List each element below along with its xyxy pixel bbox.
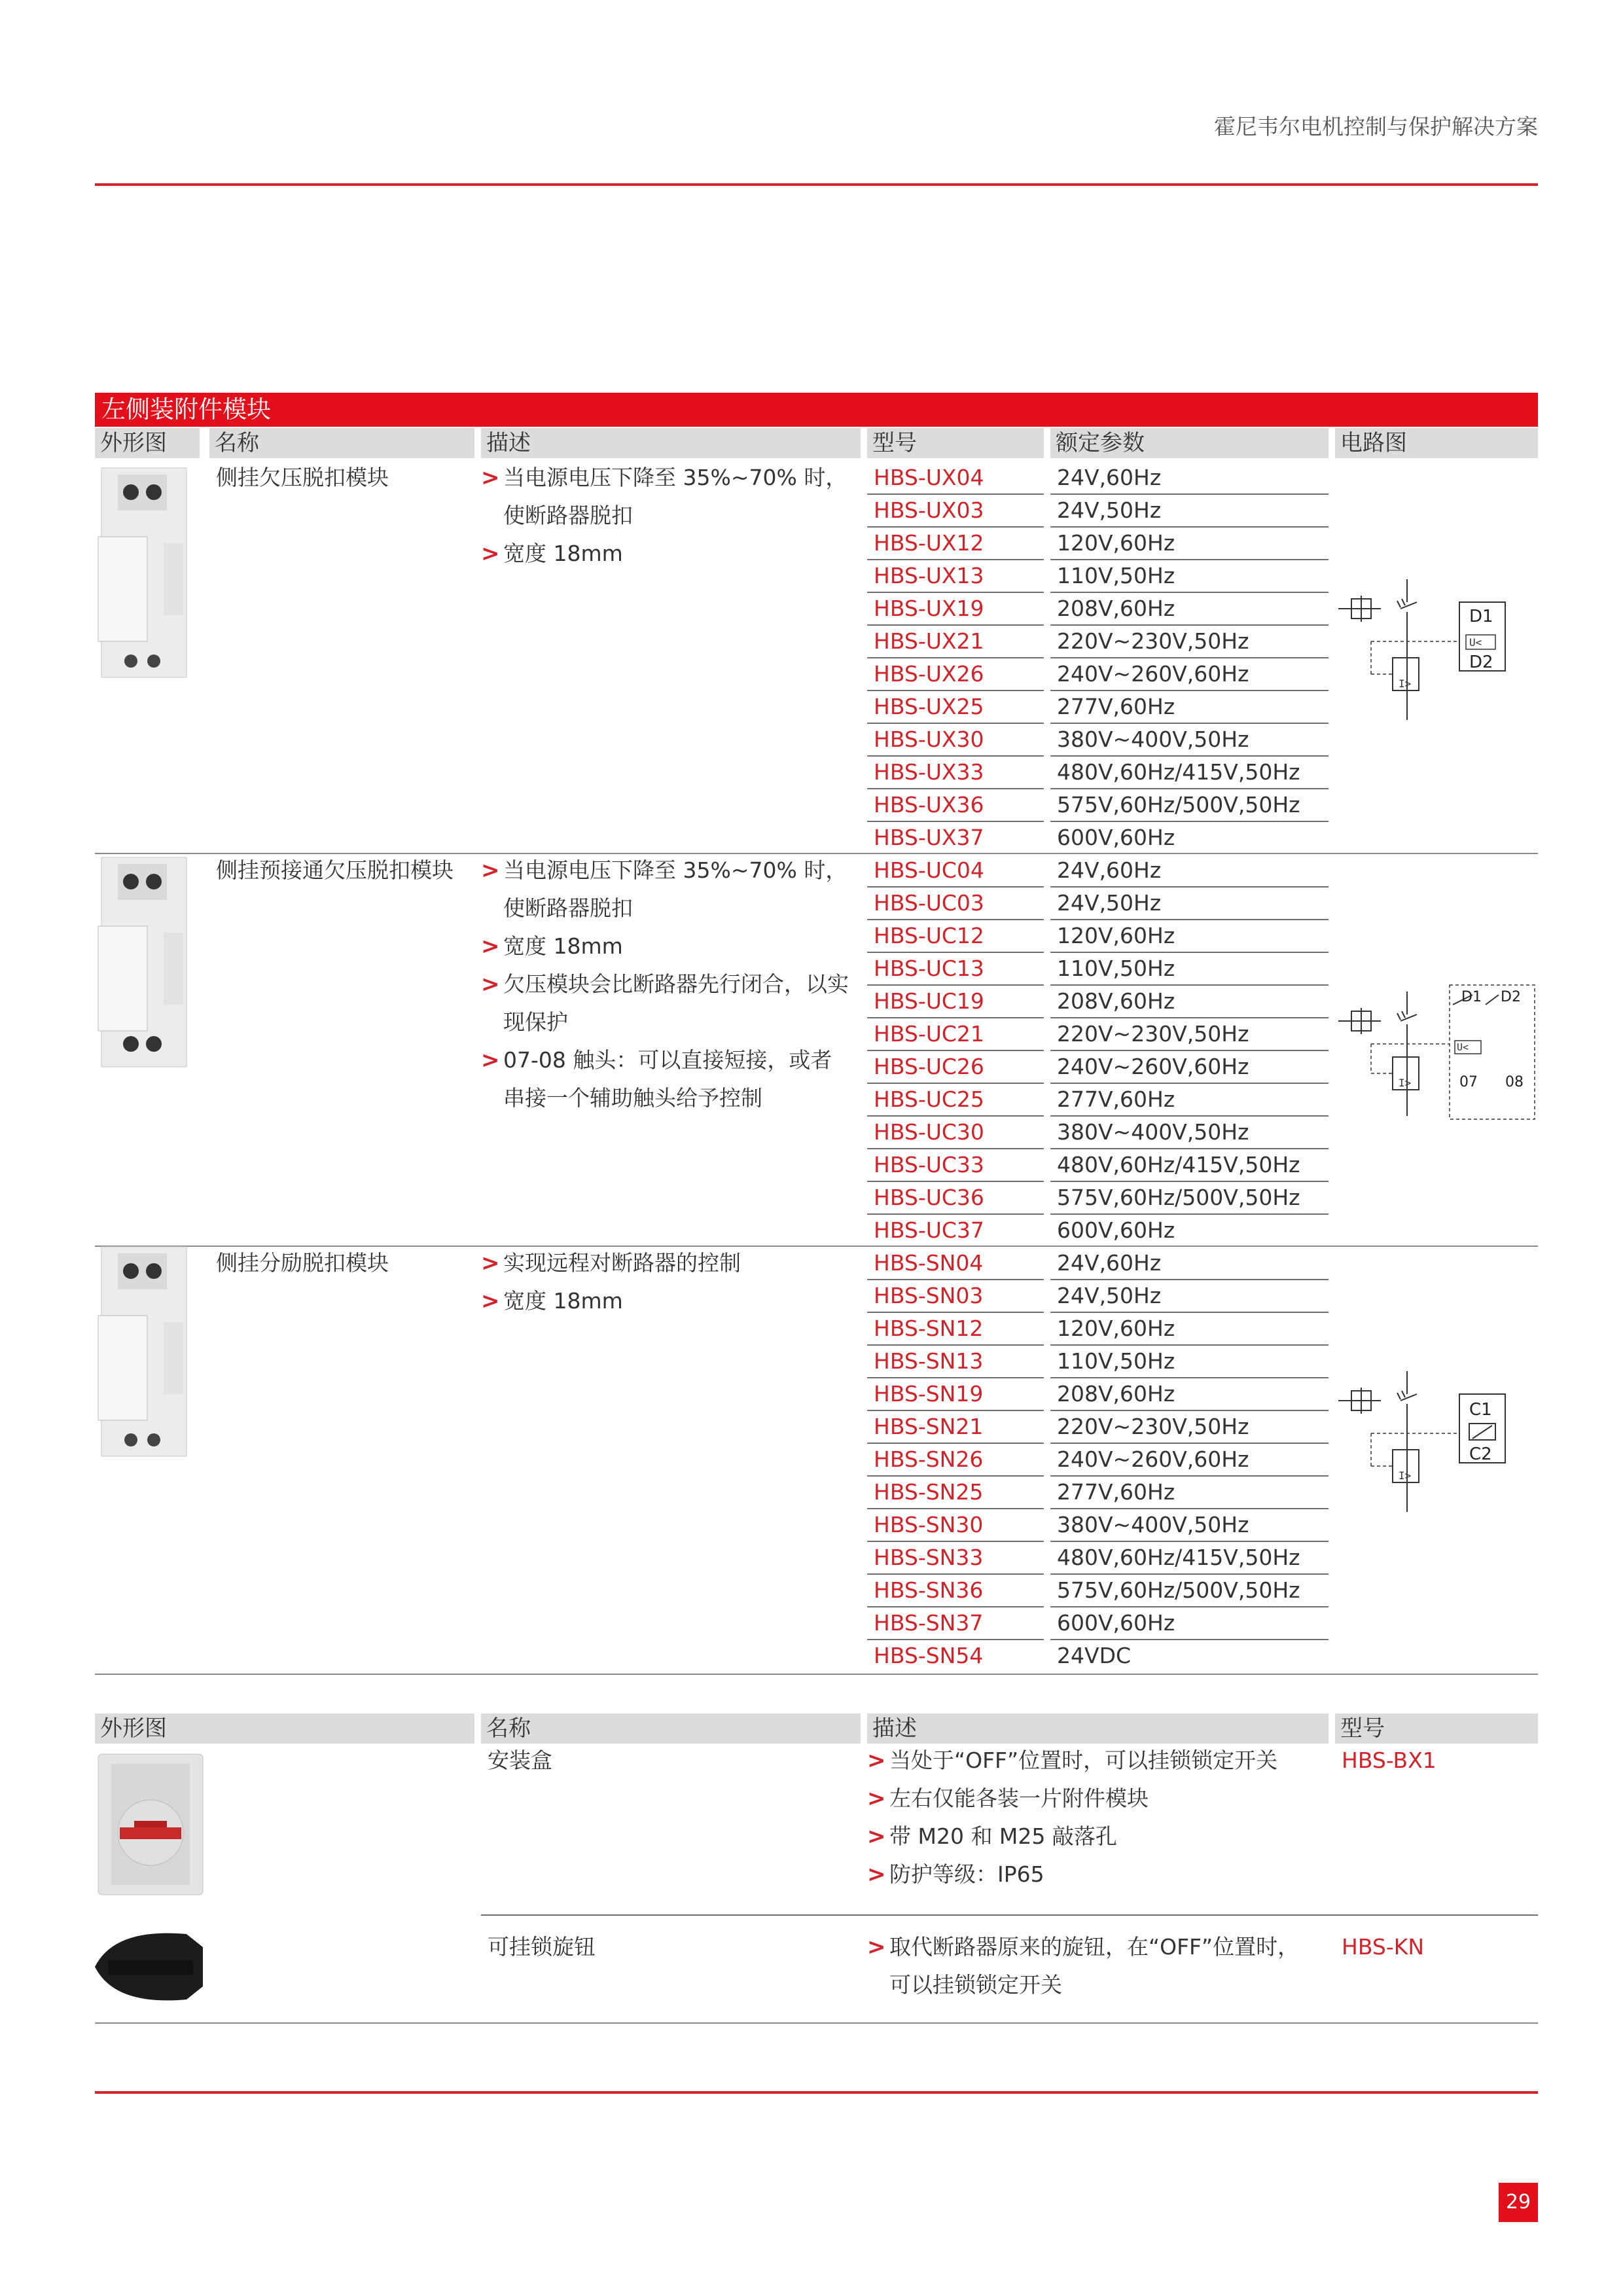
rating-value: 480V,60Hz/415V,50Hz [1057,1545,1300,1570]
t2-bottom-rule [95,2022,1538,2024]
col-header-model: 型号 [867,428,1044,458]
rating-value: 575V,60Hz/500V,50Hz [1057,792,1300,817]
col-header-image: 外形图 [95,428,200,458]
description-text: 防护等级：IP65 [889,1861,1044,1887]
rating-value: 24V,60Hz [1057,1250,1162,1276]
model-code: HBS-UC21 [874,1021,984,1047]
model-code: HBS-UX26 [874,661,984,687]
description-text: 当电源电压下降至 35%~70% 时， [503,465,847,490]
model-code: HBS-UX36 [874,792,984,817]
rating-value: 120V,60Hz [1057,923,1175,948]
rating-value: 110V,50Hz [1057,563,1175,588]
description-text: 带 M20 和 M25 敲落孔 [889,1823,1117,1849]
model-code: HBS-UC12 [874,923,984,948]
model-code: HBS-SN25 [874,1479,984,1505]
rating-value: 120V,60Hz [1057,1316,1175,1341]
model-code: HBS-SN19 [874,1381,984,1407]
rating-value: 240V~260V,60Hz [1057,661,1249,687]
rating-value: 277V,60Hz [1057,694,1175,719]
product-description [481,459,861,573]
diagram-terminal-bottom: D2 [1469,653,1493,672]
mounting-box-image [95,1748,206,1901]
rating-value: 24V,50Hz [1057,890,1162,916]
t2-header-model: 型号 [1335,1713,1538,1744]
rating-value: 220V~230V,50Hz [1057,1021,1249,1047]
circuit-diagram-sn [1335,1368,1538,1518]
circuit-diagram-uc [1335,975,1538,1126]
model-code: HBS-UC13 [874,956,984,981]
rating-value: 600V,60Hz [1057,1217,1175,1243]
diagram-trip-label: I> [1399,677,1412,690]
chevron-right-icon: > [481,1250,500,1276]
footer-rule [95,2091,1538,2094]
description-item [481,927,861,965]
undervoltage-module-image [95,465,200,681]
product-description [481,1244,861,1320]
t2-row2-model: HBS-KN [1342,1934,1425,1960]
diagram-terminal-d1: D1 [1461,989,1482,1005]
description-text: 使断路器脱扣 [503,503,633,528]
t2-row2-desc [867,1928,1329,2004]
model-code: HBS-UX30 [874,726,984,752]
model-code: HBS-UX12 [874,530,984,556]
product-name: 侧挂分励脱扣模块 [216,1250,389,1276]
model-code: HBS-UX19 [874,596,984,621]
lockable-knob-image [95,1928,206,2006]
rating-value: 24V,60Hz [1057,465,1162,490]
rating-value: 480V,60Hz/415V,50Hz [1057,759,1300,785]
product-name: 侧挂欠压脱扣模块 [216,465,389,490]
rating-value: 24VDC [1057,1643,1132,1668]
description-text: 取代断路器原来的旋钮，在“OFF”位置时， [889,1934,1300,1960]
description-continuation [867,1966,1329,2004]
model-code: HBS-SN12 [874,1316,984,1341]
model-code: HBS-UX37 [874,825,984,850]
rating-value: 575V,60Hz/500V,50Hz [1057,1185,1300,1210]
description-text: 07-08 触头：可以直接短接，或者 [503,1047,832,1073]
description-continuation [481,497,861,535]
description-continuation [481,1079,861,1117]
diagram-coil-label: U< [1457,1041,1469,1053]
model-code: HBS-SN03 [874,1283,984,1308]
description-continuation [481,1003,861,1041]
description-item [867,1818,1329,1856]
t2-row-divider [481,1914,1538,1916]
diagram-terminal-top: C1 [1469,1400,1492,1420]
chevron-right-icon: > [867,1823,886,1850]
rating-value: 220V~230V,50Hz [1057,1414,1249,1439]
model-code: HBS-SN13 [874,1348,984,1374]
description-item [867,1742,1329,1780]
chevron-right-icon: > [867,1934,886,1960]
t2-row1-desc [867,1742,1329,1893]
description-item [481,535,861,573]
diagram-terminal-08: 08 [1505,1074,1524,1090]
rating-value: 240V~260V,60Hz [1057,1446,1249,1472]
col-header-diagram: 电路图 [1335,428,1538,458]
description-item [481,459,861,497]
diagram-trip-label: I> [1399,1077,1412,1089]
rating-value: 277V,60Hz [1057,1086,1175,1112]
model-code: HBS-SN33 [874,1545,984,1570]
description-text: 左右仅能各装一片附件模块 [889,1785,1149,1811]
description-item [481,852,861,889]
chevron-right-icon: > [867,1748,886,1774]
pre-connect-undervoltage-module-image [95,854,200,1070]
circuit-diagram-ux [1335,576,1538,726]
description-text: 宽度 18mm [503,1288,623,1314]
description-item [867,1928,1329,1966]
diagram-coil-label: U< [1469,636,1482,649]
model-code: HBS-UX33 [874,759,984,785]
col-header-rating: 额定参数 [1050,428,1329,458]
rating-value: 120V,60Hz [1057,530,1175,556]
model-code: HBS-UC33 [874,1152,984,1177]
rating-value: 380V~400V,50Hz [1057,1119,1249,1145]
diagram-terminal-07: 07 [1459,1074,1478,1090]
model-code: HBS-UC36 [874,1185,984,1210]
description-text: 使断路器脱扣 [503,895,633,921]
description-item [867,1780,1329,1818]
rating-value: 208V,60Hz [1057,1381,1175,1407]
model-code: HBS-SN54 [874,1643,984,1668]
t2-header-desc: 描述 [867,1713,1329,1744]
rating-value: 110V,50Hz [1057,1348,1175,1374]
t2-row2-name: 可挂锁旋钮 [488,1934,596,1960]
description-text: 串接一个辅助触头给予控制 [503,1085,762,1111]
chevron-right-icon: > [867,1861,886,1888]
header-rule [95,183,1538,186]
chevron-right-icon: > [481,971,500,997]
rating-value: 575V,60Hz/500V,50Hz [1057,1577,1300,1603]
description-item [481,1244,861,1282]
description-text: 当电源电压下降至 35%~70% 时， [503,857,847,883]
rating-value: 600V,60Hz [1057,825,1175,850]
model-code: HBS-UC37 [874,1217,984,1243]
diagram-trip-label: I> [1399,1469,1412,1482]
rating-value: 380V~400V,50Hz [1057,1512,1249,1537]
col-header-desc: 描述 [481,428,861,458]
model-code: HBS-UX13 [874,563,984,588]
chevron-right-icon: > [481,541,500,567]
diagram-terminal-bottom: C2 [1469,1444,1492,1464]
description-text: 可以挂锁锁定开关 [889,1972,1062,1998]
model-code: HBS-SN26 [874,1446,984,1472]
t2-row1-name: 安装盒 [488,1748,552,1773]
model-code: HBS-SN04 [874,1250,984,1276]
rating-value: 24V,50Hz [1057,1283,1162,1308]
model-code: HBS-UC30 [874,1119,984,1145]
chevron-right-icon: > [481,465,500,491]
page-number: 29 [1499,2183,1538,2222]
section-title: 左侧装附件模块 [95,393,1538,427]
model-code: HBS-UC26 [874,1054,984,1079]
diagram-terminal-top: D1 [1469,607,1493,626]
model-code: HBS-UC25 [874,1086,984,1112]
product-description [481,852,861,1117]
rating-value: 110V,50Hz [1057,956,1175,981]
rating-value: 240V~260V,60Hz [1057,1054,1249,1079]
t2-header-name: 名称 [481,1713,861,1744]
description-item [481,965,861,1003]
rating-value: 208V,60Hz [1057,596,1175,621]
document-header-title: 霍尼韦尔电机控制与保护解决方案 [1214,114,1538,139]
model-code: HBS-UX25 [874,694,984,719]
col-header-name: 名称 [209,428,474,458]
model-code: HBS-SN21 [874,1414,984,1439]
description-text: 现保护 [503,1009,568,1035]
description-continuation [481,889,861,927]
t2-row1-model: HBS-BX1 [1342,1748,1436,1773]
rating-value: 600V,60Hz [1057,1610,1175,1636]
model-code: HBS-SN30 [874,1512,984,1537]
description-text: 当处于“OFF”位置时，可以挂锁锁定开关 [889,1748,1278,1773]
model-code: HBS-UX21 [874,628,984,654]
diagram-terminal-d2: D2 [1501,989,1521,1005]
model-code: HBS-UC19 [874,988,984,1014]
description-item [481,1282,861,1320]
chevron-right-icon: > [481,1288,500,1314]
description-item [867,1856,1329,1893]
model-code: HBS-SN37 [874,1610,984,1636]
rating-value: 24V,50Hz [1057,497,1162,523]
chevron-right-icon: > [481,933,500,960]
description-text: 实现远程对断路器的控制 [503,1250,741,1276]
model-code: HBS-UC04 [874,857,984,883]
table1-bottom-rule [95,1674,1538,1675]
description-text: 宽度 18mm [503,933,623,959]
product-name: 侧挂预接通欠压脱扣模块 [216,857,454,883]
rating-value: 220V~230V,50Hz [1057,628,1249,654]
model-code: HBS-UC03 [874,890,984,916]
rating-value: 24V,60Hz [1057,857,1162,883]
model-code: HBS-SN36 [874,1577,984,1603]
rating-value: 380V~400V,50Hz [1057,726,1249,752]
shunt-trip-module-image [95,1244,200,1460]
description-text: 宽度 18mm [503,541,623,566]
chevron-right-icon: > [481,1047,500,1073]
rating-value: 208V,60Hz [1057,988,1175,1014]
rating-value: 480V,60Hz/415V,50Hz [1057,1152,1300,1177]
model-code: HBS-UX03 [874,497,984,523]
chevron-right-icon: > [867,1785,886,1812]
chevron-right-icon: > [481,857,500,884]
description-text: 欠压模块会比断路器先行闭合，以实 [503,971,849,997]
t2-header-image: 外形图 [95,1713,474,1744]
model-code: HBS-UX04 [874,465,984,490]
description-item [481,1041,861,1079]
rating-value: 277V,60Hz [1057,1479,1175,1505]
